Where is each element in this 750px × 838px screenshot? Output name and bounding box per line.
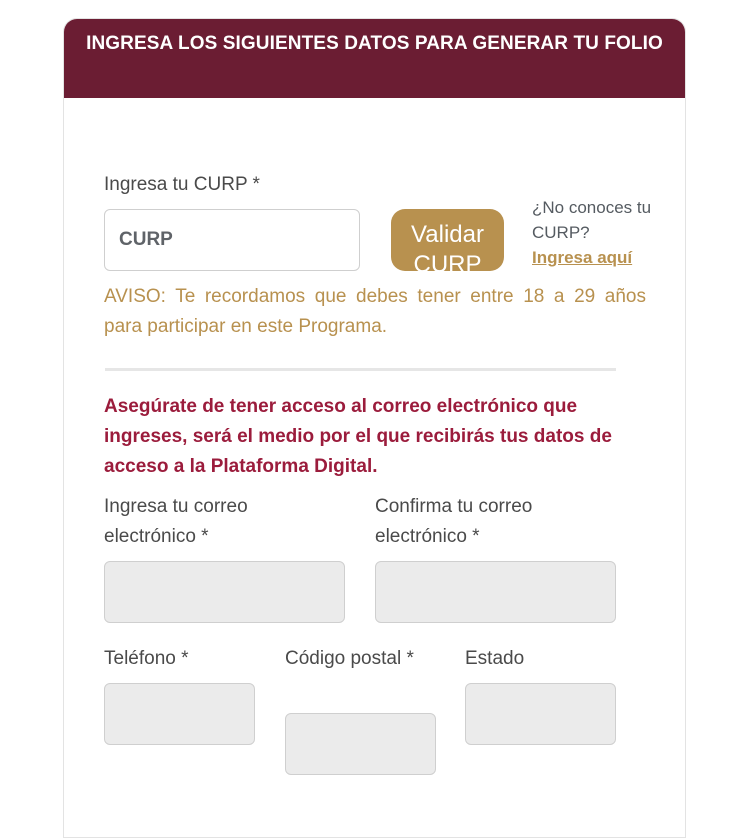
phone-input[interactable] bbox=[104, 683, 255, 745]
curp-help-question: ¿No conoces tu CURP? bbox=[532, 198, 652, 242]
email-input[interactable] bbox=[104, 561, 345, 623]
state-label: Estado bbox=[465, 648, 525, 669]
email-confirm-input[interactable] bbox=[375, 561, 616, 623]
postal-code-label: Código postal * bbox=[285, 648, 414, 669]
email-access-notice: Asegúrate de tener acceso al correo electrónico que ingreses, será el medio por el que recibirás tus datos de acceso a la Plataforma Digital. bbox=[104, 396, 612, 477]
registration-form-card bbox=[63, 18, 686, 838]
phone-label: Teléfono * bbox=[104, 648, 189, 669]
state-input[interactable] bbox=[465, 683, 616, 745]
age-notice: AVISO: Te recordamos que debes tener entre 18 a 29 años para participar en este Programa. bbox=[104, 286, 646, 337]
section-divider bbox=[105, 368, 616, 371]
postal-code-input[interactable] bbox=[285, 713, 436, 775]
curp-label: Ingresa tu CURP * bbox=[104, 174, 260, 195]
curp-input[interactable] bbox=[104, 209, 360, 271]
curp-help bbox=[532, 195, 662, 270]
email-label: Ingresa tu correo electrónico * bbox=[104, 496, 248, 547]
email-confirm-label: Confirma tu correo electrónico * bbox=[375, 496, 533, 547]
validate-curp-button[interactable]: Validar CURP bbox=[391, 209, 504, 271]
form-header: INGRESA LOS SIGUIENTES DATOS PARA GENERAR TU FOLIO bbox=[64, 19, 685, 98]
curp-help-link[interactable]: Ingresa aquí bbox=[532, 248, 633, 267]
